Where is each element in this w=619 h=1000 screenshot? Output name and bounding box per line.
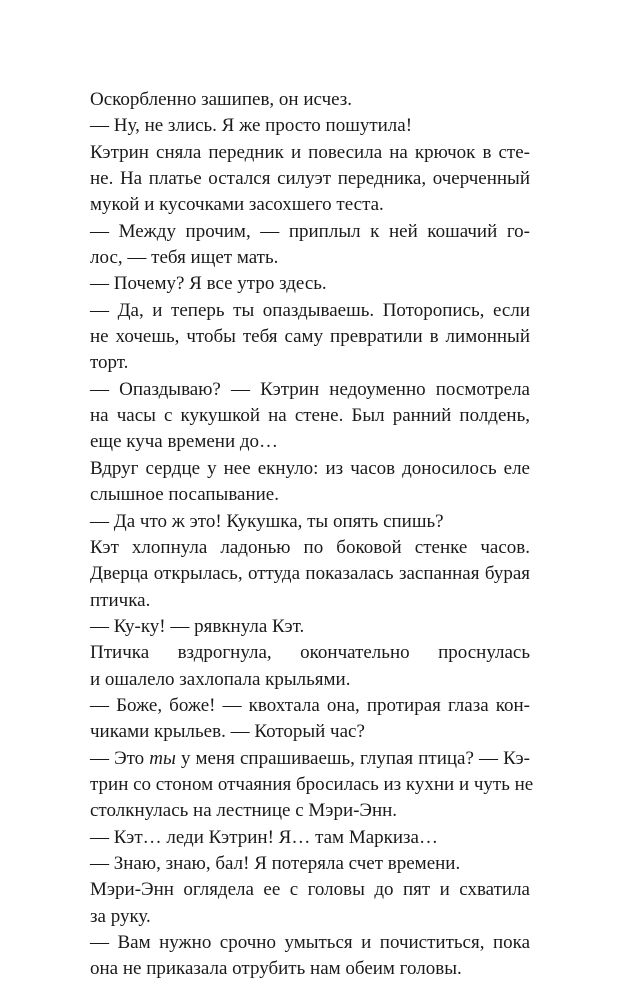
text-line: Птичка вздрогнула, окончательно проснулась — [90, 642, 530, 664]
text-line: на часы с кукушкой на стене. Был ранний полдень, — [90, 405, 530, 427]
text-line: Кэт хлопнула ладонью по боковой стенке часов. — [90, 536, 530, 558]
text-line: — Знаю, знаю, бал! Я потеряла счет времени. — [90, 852, 461, 874]
text-line: — Боже, боже! — квохтала она, протирая глаза кон- — [90, 694, 530, 716]
text-line: лос, — тебя ищет мать. — [90, 247, 279, 269]
text-line: Дверца открылась, оттуда показалась заспанная бурая — [90, 563, 530, 585]
paragraph — [90, 271, 530, 297]
emphasized-word: ты — [149, 747, 176, 769]
paragraph — [90, 851, 530, 877]
text-line: трин со стоном отчаяния бросилась из кухни и чуть не — [90, 773, 534, 795]
text-line: — Опаздываю? — Кэтрин недоуменно посмотрела — [90, 378, 530, 400]
paragraph — [90, 377, 530, 456]
text-line: — Вам нужно срочно умыться и почиститься, пока — [90, 932, 530, 953]
text-line: за руку. — [90, 905, 151, 927]
book-page — [90, 87, 534, 983]
paragraph — [90, 219, 530, 272]
text-line: — Да, и теперь ты опаздываешь. Поторопись, если — [90, 299, 530, 321]
paragraph — [90, 87, 530, 113]
paragraph — [90, 113, 530, 139]
text-line: слышное посапывание. — [90, 484, 279, 506]
paragraph — [90, 456, 530, 509]
text-line: — Да что ж это! Кукушка, ты опять спишь? — [90, 510, 444, 532]
text-line: — Кэт… леди Кэтрин! Я… там Маркиза… — [90, 826, 438, 848]
text-line: Вдруг сердце у нее екнуло: из часов доносилось еле — [90, 457, 530, 479]
text-line: — Ну, не злись. Я же просто пошутила! — [90, 115, 413, 137]
paragraph — [90, 877, 530, 930]
paragraph — [90, 825, 530, 851]
text-line: она не приказала отрубить нам обеим головы. — [90, 958, 462, 980]
paragraph — [90, 746, 534, 825]
text-line-with-italic: — Это ты у меня спрашиваешь, глупая птица? — Кэ- — [90, 747, 530, 769]
paragraph — [90, 535, 530, 614]
text-line: еще куча времени до… — [90, 431, 279, 453]
paragraph — [90, 140, 530, 219]
paragraph — [90, 298, 530, 377]
paragraph — [90, 509, 530, 535]
text-line: мукой и кусочками засохшего теста. — [90, 194, 384, 216]
text-line: птичка. — [90, 589, 151, 611]
text-line: не хочешь, чтобы тебя саму превратили в лимонный — [90, 326, 530, 348]
text-line: столкнулась на лестнице с Мэри-Энн. — [90, 800, 398, 822]
text-line: Кэтрин сняла передник и повесила на крючок в сте- — [90, 141, 530, 163]
text-line: торт. — [90, 352, 129, 374]
text-line: и ошалело захлопала крыльями. — [90, 668, 351, 690]
text-line: — Ку-ку! — рявкнула Кэт. — [90, 615, 305, 637]
paragraph — [90, 930, 530, 983]
text-line: — Между прочим, — приплыл к ней кошачий го- — [90, 220, 530, 242]
paragraph — [90, 640, 530, 693]
paragraph — [90, 614, 530, 640]
paragraph — [90, 693, 530, 746]
text-line: Оскорбленно зашипев, он исчез. — [90, 89, 353, 110]
text-line: Мэри-Энн оглядела ее с головы до пят и схватила — [90, 879, 530, 901]
text-line: чиками крыльев. — Который час? — [90, 721, 365, 743]
text-line: не. На платье остался силуэт передника, очерченный — [90, 168, 530, 190]
text-line: — Почему? Я все утро здесь. — [90, 273, 327, 295]
